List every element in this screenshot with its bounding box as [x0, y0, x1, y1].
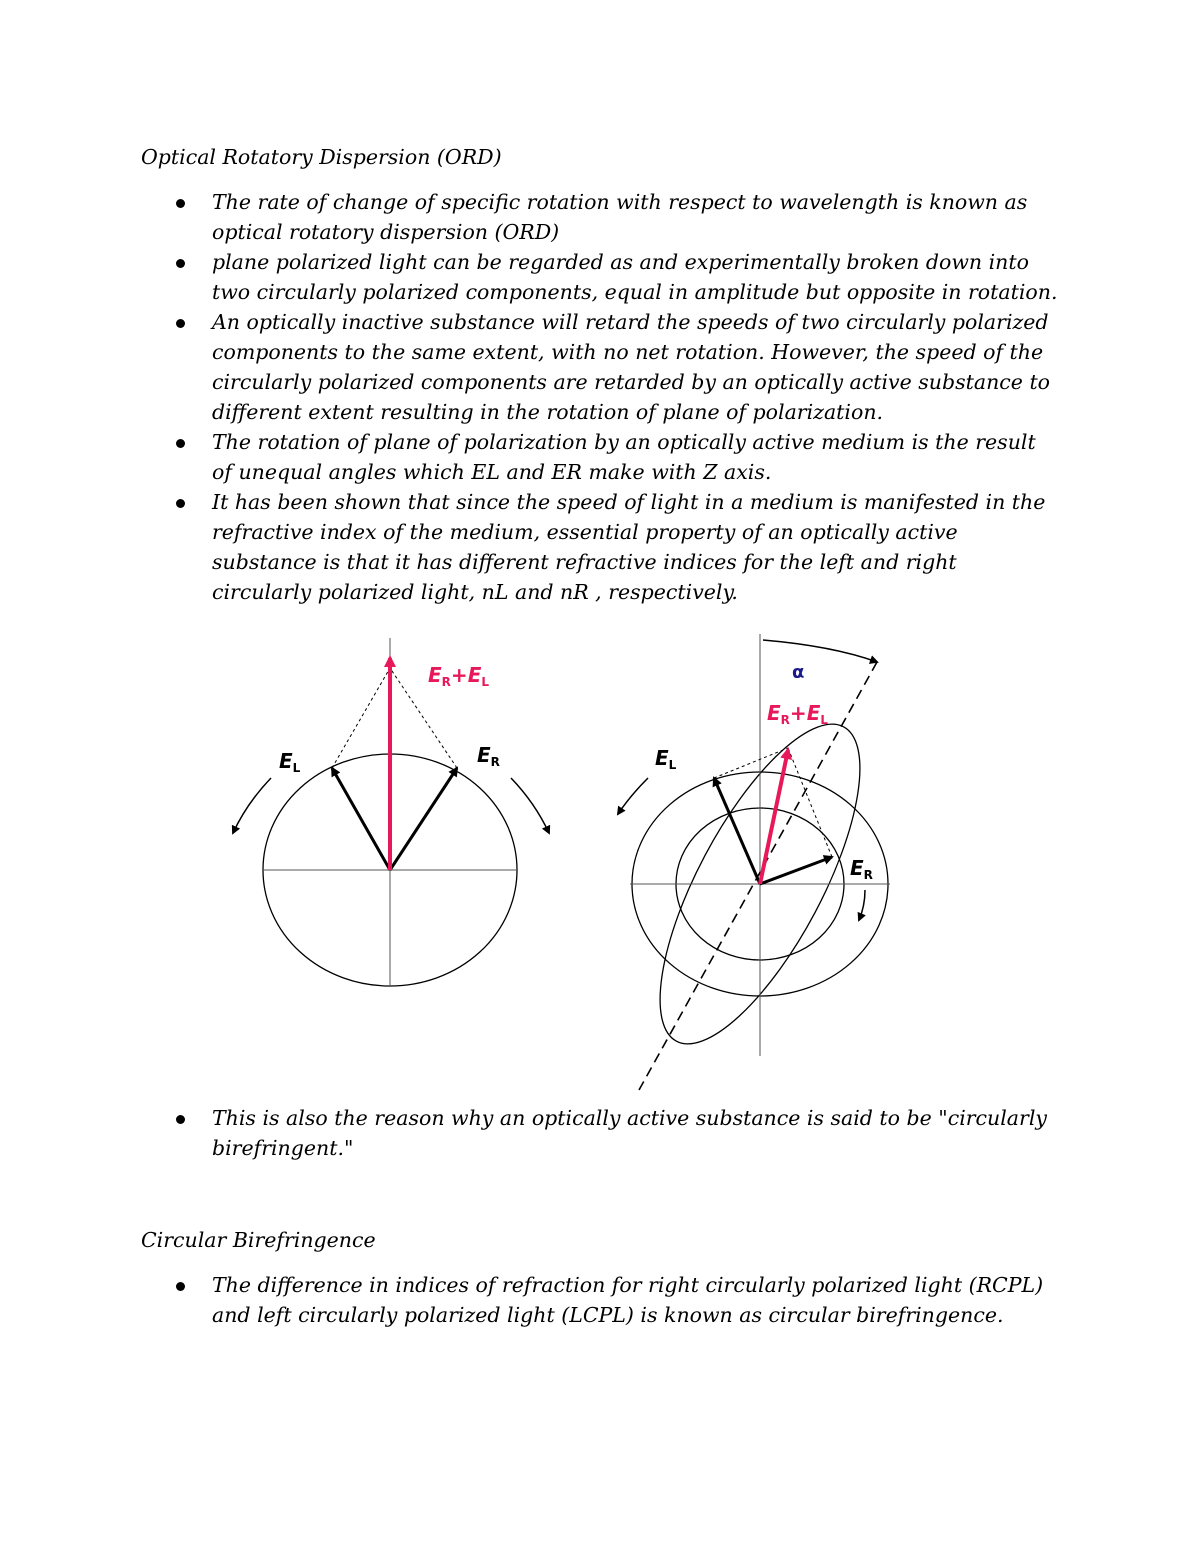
- circular-birefringence-bullet-list: [141, 1270, 1061, 1330]
- right-sum-label: $E_R+E_L$: [767, 701, 829, 727]
- left-er-label: $E_R$: [477, 743, 500, 769]
- left-rotation-arrow-cw: [511, 778, 549, 833]
- circular-polarization-figure: [225, 628, 925, 1098]
- list-item: The difference in indices of refraction for right circularly polarized light (RCPL) and left circularly polarized light (LCPL) is known as circular birefringence.: [141, 1270, 1061, 1330]
- ord-bullet-list: [141, 187, 1061, 607]
- birefringent-bullet-list: [141, 1103, 1061, 1163]
- left-el-vector: [332, 768, 390, 870]
- section-title-ord: Optical Rotatory Dispersion (ORD): [141, 145, 502, 169]
- right-el-vector: [714, 778, 760, 884]
- right-alpha-arc: [763, 640, 877, 662]
- left-el-label: $E_L$: [279, 749, 301, 775]
- list-item: The rotation of plane of polarization by an optically active medium is the result of unequal angles which EL and ER make with Z axis.: [141, 427, 1061, 487]
- list-item: An optically inactive substance will retard the speeds of two circularly polarized components to the same extent, with no net rotation. However, the speed of the circularly polarized components are retarded by an optically active substance to different extent resulting in the rotation of plane of polarization.: [141, 307, 1061, 427]
- list-item: It has been shown that since the speed of light in a medium is manifested in the refractive index of the medium, essential property of an optically active substance is that it has different refractive indices for the left and right circularly polarized light, nL and nR , respectively.: [141, 487, 1061, 607]
- left-rotation-arrow-ccw: [233, 778, 271, 833]
- right-rotation-arrow-cw: [859, 890, 865, 920]
- right-er-label: $E_R$: [850, 856, 873, 882]
- right-el-label: $E_L$: [655, 746, 677, 772]
- right-dashed-er: [788, 748, 832, 857]
- right-er-vector: [760, 857, 832, 884]
- list-item: The rate of change of specific rotation with respect to wavelength is known as optical rotatory dispersion (ORD): [141, 187, 1061, 247]
- right-alpha-label: α: [792, 662, 805, 683]
- left-er-vector: [390, 768, 457, 870]
- left-dashed-el: [332, 668, 390, 768]
- right-resultant-vector: [760, 750, 788, 884]
- section-title-circular-birefringence: Circular Birefringence: [141, 1228, 376, 1252]
- right-rotation-arrow-ccw: [618, 778, 648, 814]
- left-panel: [233, 638, 549, 986]
- left-sum-label: $E_R+E_L$: [428, 663, 490, 689]
- list-item: This is also the reason why an optically active substance is said to be "circularly birefringent.": [141, 1103, 1061, 1163]
- right-panel: [618, 634, 898, 1090]
- list-item: plane polarized light can be regarded as and experimentally broken down into two circularly polarized components, equal in amplitude but opposite in rotation.: [141, 247, 1061, 307]
